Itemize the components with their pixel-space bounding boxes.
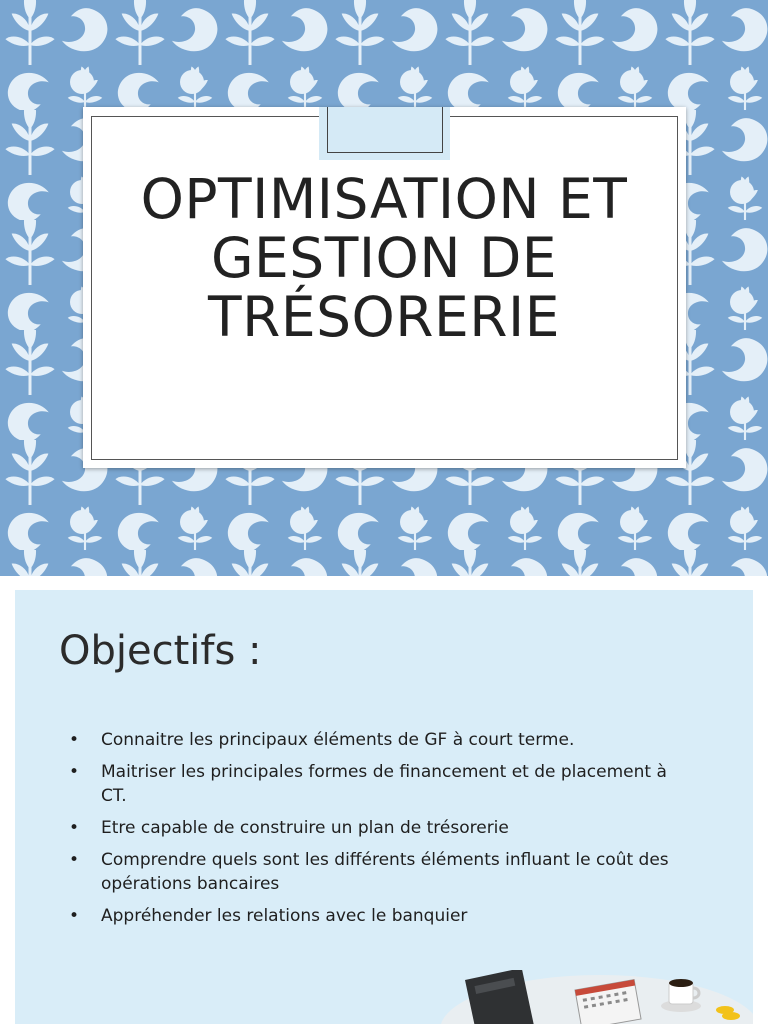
list-item-text: Comprendre quels sont les différents éléments influant le coût des opérations bancaires: [101, 850, 669, 894]
list-item-text: Etre capable de construire un plan de trésorerie: [101, 818, 509, 838]
objectives-heading: Objectifs :: [59, 628, 262, 674]
list-item-text: Connaitre les principaux éléments de GF à court terme.: [101, 730, 575, 750]
office-desk-icon: [435, 970, 753, 1024]
objectives-list: [65, 728, 685, 936]
list-item-text: Maitriser les principales formes de financement et de placement à CT.: [101, 762, 667, 806]
bullet-icon: •: [69, 730, 80, 750]
list-item-text: Appréhender les relations avec le banquier: [101, 906, 468, 926]
title-tab: [319, 107, 450, 160]
bullet-icon: •: [69, 906, 80, 926]
list-item: [65, 816, 685, 840]
title-tab-border: [327, 107, 443, 153]
slide-title: OPTIMISATION ET GESTION DE TRÉSORERIE: [140, 167, 628, 349]
list-item: [65, 728, 685, 752]
objectives-slide: [15, 590, 753, 1024]
bullet-icon: •: [69, 762, 80, 782]
list-item: [65, 848, 685, 896]
bullet-icon: •: [69, 818, 80, 838]
list-item: [65, 760, 685, 808]
list-item: [65, 904, 685, 928]
bullet-icon: •: [69, 850, 80, 870]
